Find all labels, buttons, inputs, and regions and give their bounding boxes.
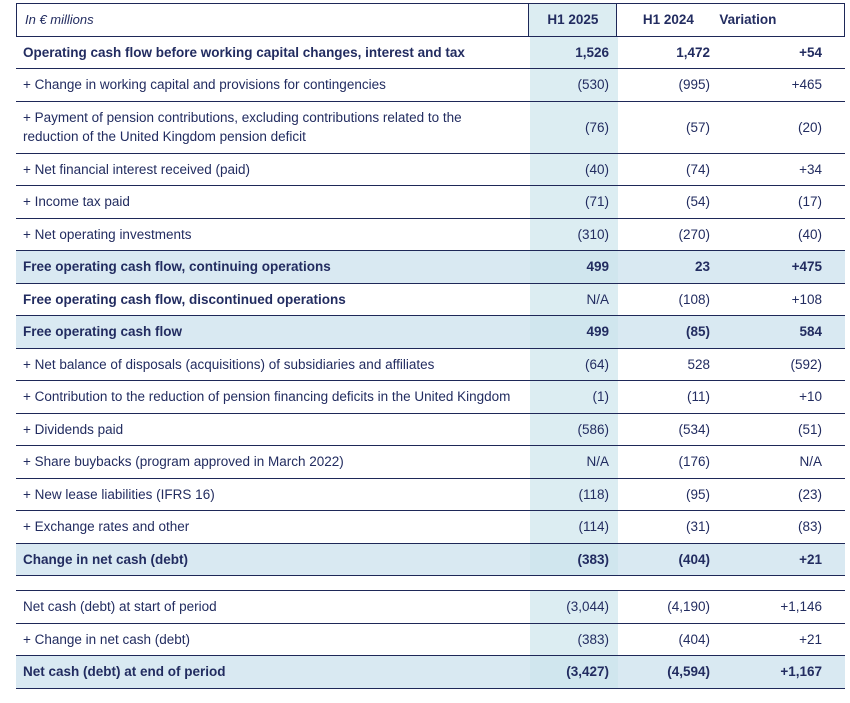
value-variation: +1,146: [780, 599, 822, 615]
value-variation: 584: [799, 324, 822, 340]
value-h1-2025: (114): [530, 511, 618, 543]
column-header-h1-2025: H1 2025: [529, 4, 617, 36]
value-variation: (83): [797, 519, 822, 535]
table-row: [16, 251, 845, 284]
value-h1-2025: (383): [530, 624, 618, 656]
value-variation: (51): [797, 421, 822, 437]
value-variation: +21: [799, 551, 822, 567]
value-h1-2025: N/A: [530, 446, 618, 478]
row-label: + Net operating investments: [23, 226, 192, 242]
row-label: + Payment of pension contributions, excluding contributions related to the reduction of the United Kingdom pension deficit: [23, 109, 462, 144]
value-variation: +21: [799, 631, 822, 647]
value-variation: +1,167: [780, 664, 822, 680]
value-h1-2024: 1,472: [676, 44, 710, 60]
value-h1-2024: (57): [685, 119, 710, 135]
value-h1-2025: (3,044): [530, 591, 618, 623]
value-h1-2025: (40): [530, 154, 618, 186]
value-h1-2024: 528: [687, 356, 710, 372]
row-label: + Dividends paid: [23, 421, 124, 437]
table-row: [16, 102, 845, 154]
value-h1-2024: (85): [685, 324, 710, 340]
row-label: + Net balance of disposals (acquisitions) of subsidiaries and affiliates: [23, 356, 435, 372]
table-row: [16, 37, 845, 70]
row-label: + Share buybacks (program approved in March 2022): [23, 454, 344, 469]
row-label: Operating cash flow before working capital changes, interest and tax: [23, 44, 465, 60]
value-h1-2024: (4,190): [667, 599, 710, 615]
value-h1-2025: (530): [530, 69, 618, 101]
value-variation: (40): [797, 226, 822, 242]
value-h1-2025: (118): [530, 479, 618, 511]
value-h1-2024: (270): [678, 226, 710, 242]
value-h1-2025: (76): [530, 102, 618, 153]
value-h1-2024: (54): [685, 194, 710, 210]
value-h1-2025: 499: [530, 316, 618, 348]
row-label: + Income tax paid: [23, 194, 130, 209]
value-variation: +465: [791, 77, 822, 93]
value-variation: +475: [791, 259, 822, 275]
row-label: + Change in net cash (debt): [23, 631, 190, 647]
table-row: [16, 219, 845, 252]
table-row: [16, 446, 845, 479]
value-variation: +10: [799, 389, 822, 405]
row-label: + Exchange rates and other: [23, 519, 190, 534]
value-variation: +108: [791, 291, 822, 307]
table-row: [16, 544, 845, 577]
value-variation: +54: [799, 44, 822, 60]
row-label: Net cash (debt) at start of period: [23, 599, 217, 614]
row-label: + Contribution to the reduction of pension financing deficits in the United Kingdom: [23, 389, 511, 404]
value-h1-2025: (3,427): [530, 656, 618, 688]
column-header-h1-2024: H1 2024: [642, 12, 694, 28]
value-h1-2024: (11): [686, 389, 710, 405]
row-label: Free operating cash flow, discontinued operations: [23, 291, 346, 307]
value-variation: (592): [790, 356, 822, 372]
row-label: Free operating cash flow, continuing operations: [23, 259, 331, 274]
table-row: [16, 414, 845, 447]
section-divider-gap: [16, 576, 845, 590]
table-row: [16, 624, 845, 657]
row-label: Change in net cash (debt): [23, 551, 189, 567]
value-h1-2024: (4,594): [667, 664, 710, 680]
row-label: + Change in working capital and provisions for contingencies: [23, 77, 386, 92]
cash-flow-table: [16, 3, 845, 689]
table-row: [16, 316, 845, 349]
value-variation: (17): [797, 194, 822, 210]
value-h1-2024: (74): [685, 161, 710, 177]
value-h1-2024: (108): [678, 291, 710, 307]
row-label: + Net financial interest received (paid): [23, 161, 250, 177]
value-variation: N/A: [799, 454, 822, 470]
column-header-variation: Variation: [719, 12, 777, 28]
value-variation: (20): [797, 119, 822, 135]
value-h1-2025: 1,526: [530, 37, 618, 69]
value-h1-2025: (64): [530, 349, 618, 381]
value-h1-2025: (310): [530, 219, 618, 251]
value-h1-2024: (95): [685, 486, 710, 502]
table-row: [16, 381, 845, 414]
table-row: [16, 186, 845, 219]
value-h1-2024: (404): [678, 551, 710, 567]
value-h1-2024: (534): [678, 421, 710, 437]
row-label: + New lease liabilities (IFRS 16): [23, 486, 215, 502]
value-h1-2024: (404): [678, 631, 710, 647]
free-operating-cash-flow-rows: [16, 37, 845, 577]
value-h1-2024: (995): [678, 77, 710, 93]
table-row: [16, 284, 845, 317]
row-label: Net cash (debt) at end of period: [23, 664, 226, 679]
table-row: [16, 591, 845, 624]
table-header-row: [16, 3, 845, 37]
value-variation: +34: [799, 161, 822, 177]
value-h1-2024: (176): [678, 454, 710, 470]
row-label: Free operating cash flow: [23, 324, 183, 339]
value-variation: (23): [797, 486, 822, 502]
value-h1-2025: 499: [530, 251, 618, 283]
value-h1-2025: (71): [530, 186, 618, 218]
table-row: [16, 479, 845, 512]
value-h1-2024: 23: [694, 259, 710, 275]
table-row: [16, 349, 845, 382]
value-h1-2025: (586): [530, 414, 618, 446]
value-h1-2025: (383): [530, 544, 618, 576]
value-h1-2024: (31): [685, 519, 710, 535]
table-row: [16, 69, 845, 102]
value-h1-2025: N/A: [530, 284, 618, 316]
table-row: [16, 656, 845, 689]
value-h1-2025: (1): [530, 381, 618, 413]
table-row: [16, 511, 845, 544]
unit-label: In € millions: [17, 4, 529, 36]
table-row: [16, 154, 845, 187]
net-cash-table: [16, 590, 845, 689]
